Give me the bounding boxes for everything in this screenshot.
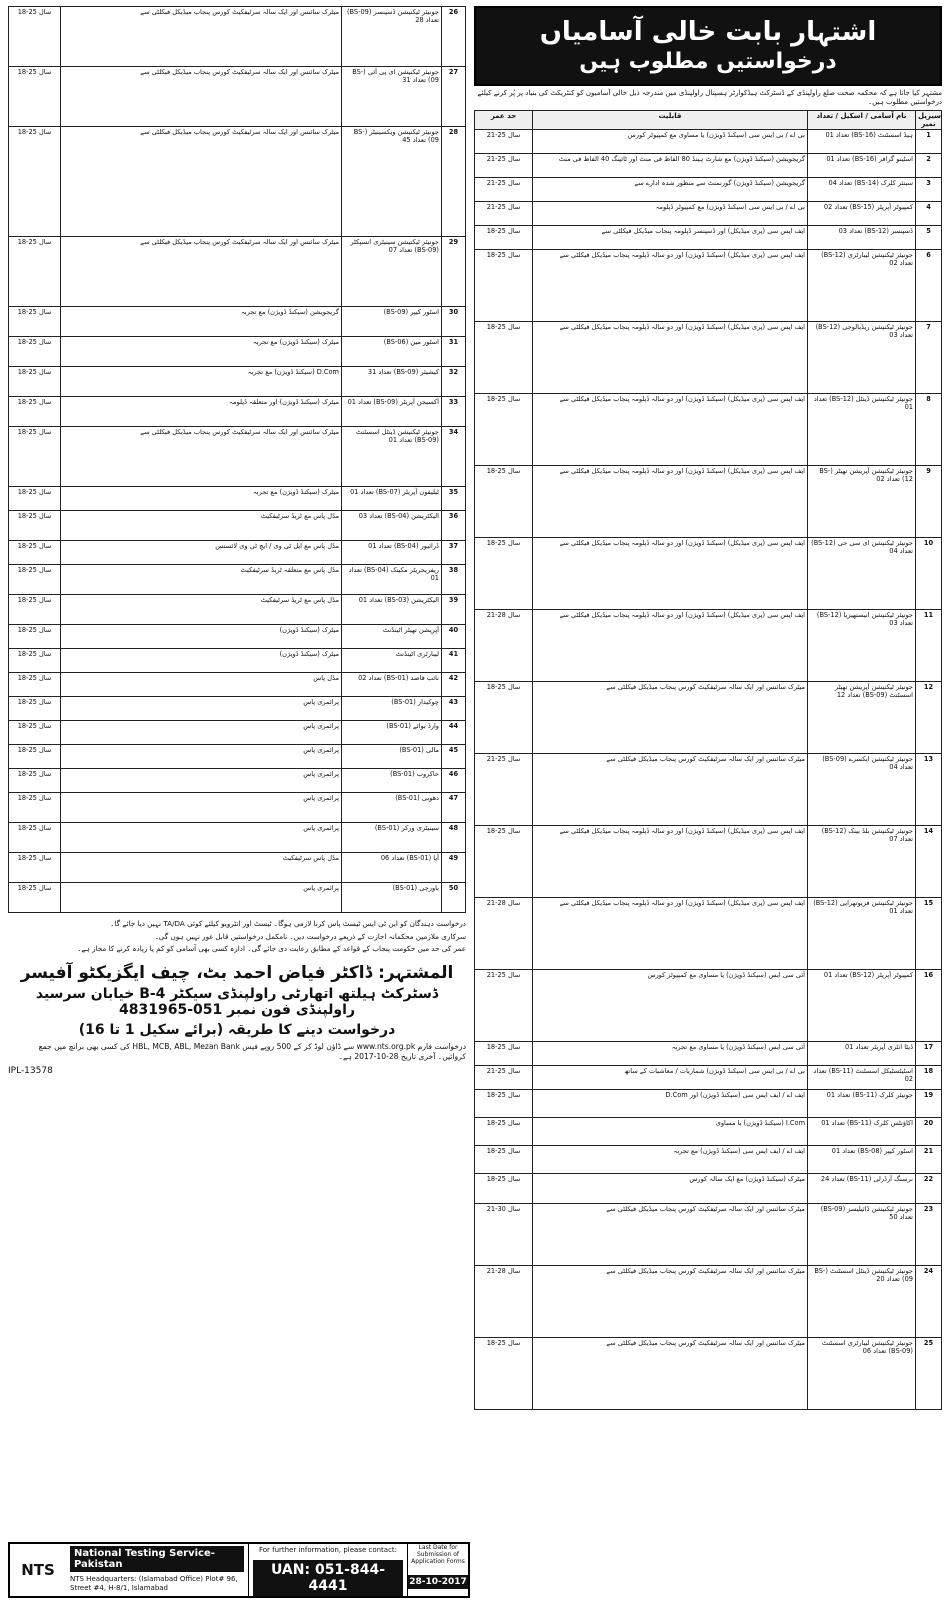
table-row — [9, 7, 466, 67]
cell-post: جونیئر ٹیکنیشن ریڈیالوجی (BS-12) تعداد 03 — [808, 322, 916, 394]
cell-qual: مڈل پاس مع ٹریڈ سرٹیفکیٹ — [61, 511, 342, 541]
cell-qual: میٹرک (سیکنڈ ڈویژن) اور متعلقہ ڈپلومہ — [61, 397, 342, 427]
table-row — [9, 67, 466, 127]
cell-post: اکاؤنٹس کلرک (BS-11) تعداد 01 — [808, 1118, 916, 1146]
cell-age: 21-25 سال — [475, 178, 533, 202]
table-row — [9, 625, 466, 649]
cell-qual: میٹرک سائنس اور ایک سالہ سرٹیفکیٹ کورس پنجاب میڈیکل فیکلٹی سے — [533, 1338, 808, 1410]
contact-info — [248, 1544, 407, 1596]
cell-qual: بی اے / بی ایس سی (سیکنڈ ڈویژن) شماریات / معاشیات کے ساتھ — [533, 1066, 808, 1090]
cell-no: 31 — [442, 337, 466, 367]
cell-post: مالی (BS-01) — [342, 745, 442, 769]
table-row — [9, 793, 466, 823]
advertiser-block — [8, 962, 466, 1038]
cell-post: جونیئر ٹیکنیشن انیستھیزیا (BS-12) تعداد 03 — [808, 610, 916, 682]
cell-qual: ایف ایس سی (پری میڈیکل) (سیکنڈ ڈویژن) اور دو سالہ ڈپلومہ پنجاب میڈیکل فیکلٹی سے — [533, 898, 808, 970]
cell-post: جونیئر ٹیکنیشن ای پی آئی (BS-09) تعداد 31 — [342, 67, 442, 127]
table-row — [9, 883, 466, 913]
table-row — [9, 745, 466, 769]
cell-post: سینئر کلرک (BS-14) تعداد 04 — [808, 178, 916, 202]
table-row — [475, 1266, 942, 1338]
cell-qual: پرائمری پاس — [61, 721, 342, 745]
cell-qual: میٹرک سائنس اور ایک سالہ سرٹیفکیٹ کورس پنجاب میڈیکل فیکلٹی سے — [61, 127, 342, 237]
cell-qual: میٹرک (سیکنڈ ڈویژن) مع ایک سالہ کورس — [533, 1174, 808, 1204]
cell-age: 18-25 سال — [9, 673, 61, 697]
table-row — [475, 250, 942, 322]
cell-qual: مڈل پاس — [61, 673, 342, 697]
cell-post: الیکٹریشن (BS-03) تعداد 01 — [342, 595, 442, 625]
table-row — [9, 487, 466, 511]
header-sr: سیریل نمبر — [916, 111, 942, 130]
cell-qual: میٹرک سائنس اور ایک سالہ سرٹیفکیٹ کورس پنجاب میڈیکل فیکلٹی سے — [61, 237, 342, 307]
table-row — [475, 1204, 942, 1266]
cell-no: 26 — [442, 7, 466, 67]
cell-post: کمپیوٹر آپریٹر (BS-15) تعداد 02 — [808, 202, 916, 226]
cell-qual: مڈل پاس مع ایل ٹی وی / ایچ ٹی وی لائسنس — [61, 541, 342, 565]
cell-qual: ایف ایس سی (پری میڈیکل) (سیکنڈ ڈویژن) اور دو سالہ ڈپلومہ پنجاب میڈیکل فیکلٹی سے — [533, 538, 808, 610]
table-row — [9, 649, 466, 673]
cell-post: اسٹیٹسٹیکل اسسٹنٹ (BS-11) تعداد 02 — [808, 1066, 916, 1090]
cell-age: 18-25 سال — [9, 625, 61, 649]
cell-post: آکسیجن آپریٹر (BS-09) تعداد 01 — [342, 397, 442, 427]
cell-no: 6 — [916, 250, 942, 322]
how-to-apply-heading: درخواست دینے کا طریقہ (برائے سکیل 1 تا 16) — [78, 1021, 396, 1038]
cell-post: جونیئر ٹیکنیشن ایکسرے (BS-09) تعداد 04 — [808, 754, 916, 826]
right-column — [474, 6, 942, 1410]
cell-post: ڈیٹا انٹری آپریٹر تعداد 01 — [808, 1042, 916, 1066]
cell-age: 18-25 سال — [475, 226, 533, 250]
cell-age: 18-25 سال — [9, 595, 61, 625]
cell-post: ہیڈ اسسٹنٹ (BS-16) تعداد 01 — [808, 130, 916, 154]
table-row — [475, 394, 942, 466]
cell-age: 21-25 سال — [475, 202, 533, 226]
table-row — [475, 1090, 942, 1118]
table-row — [9, 769, 466, 793]
cell-no: 27 — [442, 67, 466, 127]
cell-qual: میٹرک سائنس اور ایک سالہ سرٹیفکیٹ کورس پنجاب میڈیکل فیکلٹی سے — [61, 7, 342, 67]
advertiser-name: المشتہر: ڈاکٹر فیاض احمد بٹ، چیف ایگزیکٹو آفیسر — [20, 962, 454, 983]
note-item: سرکاری ملازمین محکمانہ اجازت کے ذریعے درخواست دیں۔ نامکمل درخواستیں قابل غور نہیں ہوں گی۔ — [154, 931, 466, 941]
left-column — [8, 6, 466, 1076]
cell-no: 16 — [916, 970, 942, 1042]
cell-no: 38 — [442, 565, 466, 595]
cell-qual: ایف ایس سی (پری میڈیکل) (سیکنڈ ڈویژن) اور دو سالہ ڈپلومہ پنجاب میڈیکل فیکلٹی سے — [533, 826, 808, 898]
cell-no: 44 — [442, 721, 466, 745]
cell-age: 18-25 سال — [9, 67, 61, 127]
table-row — [9, 367, 466, 397]
cell-age: 18-25 سال — [475, 322, 533, 394]
cell-post: جونیئر ٹیکنیشن ویکسینیٹر (BS-09) تعداد 45 — [342, 127, 442, 237]
cell-qual: ایف اے / ایف ایس سی (سیکنڈ ڈویژن) مع تجربہ — [533, 1146, 808, 1174]
cell-age: 18-25 سال — [9, 511, 61, 541]
cell-qual: ایف ایس سی (پری میڈیکل) (سیکنڈ ڈویژن) اور دو سالہ ڈپلومہ پنجاب میڈیکل فیکلٹی سے — [533, 466, 808, 538]
cell-age: 18-25 سال — [9, 697, 61, 721]
table-row — [475, 826, 942, 898]
banner-subtitle: درخواستیں مطلوب ہیں — [579, 49, 837, 74]
cell-no: 29 — [442, 237, 466, 307]
cell-post: اسٹینو گرافر (BS-16) تعداد 01 — [808, 154, 916, 178]
uan-number: UAN: 051-844-4441 — [253, 1560, 403, 1596]
cell-no: 41 — [442, 649, 466, 673]
cell-age: 18-25 سال — [475, 1118, 533, 1146]
cell-no: 21 — [916, 1146, 942, 1174]
cell-qual: پرائمری پاس — [61, 793, 342, 823]
cell-qual: ایف ایس سی (پری میڈیکل) (سیکنڈ ڈویژن) اور دو سالہ ڈپلومہ پنجاب میڈیکل فیکلٹی سے — [533, 250, 808, 322]
cell-qual: مڈل پاس مع ٹریڈ سرٹیفکیٹ — [61, 595, 342, 625]
cell-qual: میٹرک سائنس اور ایک سالہ سرٹیفکیٹ کورس پنجاب میڈیکل فیکلٹی سے — [533, 1204, 808, 1266]
table-row — [9, 697, 466, 721]
cell-post: چوکیدار (BS-01) — [342, 697, 442, 721]
cell-post: وارڈ بوائے (BS-01) — [342, 721, 442, 745]
cell-age: 18-25 سال — [475, 1338, 533, 1410]
cell-qual: پرائمری پاس — [61, 745, 342, 769]
cell-no: 43 — [442, 697, 466, 721]
table-row — [475, 322, 942, 394]
cell-qual: میٹرک (سیکنڈ ڈویژن) — [61, 625, 342, 649]
cell-no: 9 — [916, 466, 942, 538]
cell-no: 14 — [916, 826, 942, 898]
cell-post: جونیئر ٹیکنیشن سینیٹری انسپکٹر (BS-09) تعداد 07 — [342, 237, 442, 307]
header-qualification: قابلیت — [533, 111, 808, 130]
reference-code: IPL-13578 — [8, 1065, 53, 1076]
cell-age: 18-25 سال — [475, 1042, 533, 1066]
cell-no: 23 — [916, 1204, 942, 1266]
cell-age: 18-25 سال — [475, 682, 533, 754]
cell-qual: میٹرک (سیکنڈ ڈویژن) مع تجربہ — [61, 337, 342, 367]
note-item: درخواست دہندگان کو این ٹی ایس ٹیسٹ پاس کرنا لازمی ہوگا۔ ٹیسٹ اور انٹرویو کیلئے کوئی TA/DA نہیں دیا جائے گا۔ — [110, 919, 466, 928]
contact-label: For further information, please contact: — [258, 1546, 398, 1554]
cell-post: جونیئر ٹیکنیشن ڈائیلیسز (BS-09) تعداد 50 — [808, 1204, 916, 1266]
cell-qual: ایف ایس سی (پری میڈیکل) (سیکنڈ ڈویژن) اور دو سالہ ڈپلومہ پنجاب میڈیکل فیکلٹی سے — [533, 322, 808, 394]
cell-post: جونیئر ٹیکنیشن فزیوتھراپی (BS-12) تعداد 01 — [808, 898, 916, 970]
table-row — [9, 127, 466, 237]
intro-text: مشتہر کیا جاتا ہے کہ محکمہ صحت ضلع راولپنڈی کے ڈسٹرکٹ ہیڈکوارٹر ہسپتال راولپنڈی میں مندرجہ ذیل خالی آسامیوں کو کنٹریکٹ کی بنیاد پر پُر کرنے کیلئے درخواستیں مطلوب ہیں۔ — [477, 89, 942, 106]
cell-no: 30 — [442, 307, 466, 337]
cell-age: 21-25 سال — [475, 130, 533, 154]
cell-qual: پرائمری پاس — [61, 823, 342, 853]
title-banner — [474, 6, 942, 86]
cell-no: 5 — [916, 226, 942, 250]
cell-age: 18-25 سال — [475, 538, 533, 610]
cell-post: جونیئر ٹیکنیشن بلڈ بینک (BS-12) تعداد 07 — [808, 826, 916, 898]
cell-no: 7 — [916, 322, 942, 394]
cell-qual: بی اے / بی ایس سی (سیکنڈ ڈویژن) مع کمپیوٹر ڈپلومہ — [533, 202, 808, 226]
table-row — [9, 853, 466, 883]
table-row — [475, 154, 942, 178]
table-row — [9, 721, 466, 745]
cell-age: 18-25 سال — [475, 466, 533, 538]
table-row — [475, 466, 942, 538]
table-row — [9, 307, 466, 337]
table-row — [475, 1042, 942, 1066]
cell-age: 18-25 سال — [9, 337, 61, 367]
table-row — [9, 511, 466, 541]
cell-post: جونیئر ٹیکنیشن لیبارٹری (BS-12) تعداد 02 — [808, 250, 916, 322]
table-body-left — [9, 7, 466, 913]
cell-no: 17 — [916, 1042, 942, 1066]
table-row — [475, 754, 942, 826]
table-row — [475, 1118, 942, 1146]
cell-age: 18-25 سال — [9, 721, 61, 745]
header-post: نام آسامی / اسکیل / تعداد — [808, 111, 916, 130]
cell-age: 18-25 سال — [9, 649, 61, 673]
table-row — [9, 673, 466, 697]
cell-post: اسٹور کیپر (BS-09) — [342, 307, 442, 337]
cell-post: الیکٹریشن (BS-04) تعداد 03 — [342, 511, 442, 541]
cell-post: آیا (BS-01) تعداد 06 — [342, 853, 442, 883]
cell-post: ڈرائیور (BS-04) تعداد 01 — [342, 541, 442, 565]
cell-no: 47 — [442, 793, 466, 823]
cell-post: جونیئر ٹیکنیشن ڈینٹل اسسٹنٹ (BS-09) تعداد 20 — [808, 1266, 916, 1338]
cell-no: 25 — [916, 1338, 942, 1410]
cell-qual: مڈل پاس سرٹیفکیٹ — [61, 853, 342, 883]
cell-no: 42 — [442, 673, 466, 697]
cell-no: 48 — [442, 823, 466, 853]
cell-no: 22 — [916, 1174, 942, 1204]
last-date-value: 28-10-2017 — [409, 1577, 467, 1587]
terms-notes — [8, 919, 466, 954]
cell-post: اسٹور مین (BS-06) — [342, 337, 442, 367]
cell-no: 12 — [916, 682, 942, 754]
table-row — [475, 1066, 942, 1090]
note-item: عمر کی حد میں حکومت پنجاب کے قواعد کے مطابق رعایت دی جائے گی۔ ادارہ کسی بھی آسامی کو کم یا زیادہ کرنے کا مجاز ہے۔ — [77, 944, 466, 954]
cell-no: 10 — [916, 538, 942, 610]
cell-no: 46 — [442, 769, 466, 793]
cell-no: 37 — [442, 541, 466, 565]
nts-org-name: National Testing Service-Pakistan — [70, 1546, 244, 1572]
nts-footer — [8, 1542, 470, 1598]
cell-age: 18-25 سال — [9, 565, 61, 595]
cell-qual: میٹرک سائنس اور ایک سالہ سرٹیفکیٹ کورس پنجاب میڈیکل فیکلٹی سے — [61, 427, 342, 487]
cell-post: جونیئر ٹیکنیشن لیبارٹری اسسٹنٹ (BS-09) تعداد 06 — [808, 1338, 916, 1410]
cell-post: ڈسپنسر (BS-12) تعداد 03 — [808, 226, 916, 250]
table-row — [475, 1338, 942, 1410]
cell-age: 21-28 سال — [475, 610, 533, 682]
cell-age: 18-25 سال — [9, 367, 61, 397]
cell-qual: بی اے / بی ایس سی (سیکنڈ ڈویژن) یا مساوی مع کمپیوٹر کورس — [533, 130, 808, 154]
cell-qual: ایف اے / ایف ایس سی (سیکنڈ ڈویژن) اور D.Com — [533, 1090, 808, 1118]
cell-age: 18-25 سال — [9, 7, 61, 67]
cell-post: جونیئر ٹیکنیشن ڈینٹل اسسٹنٹ (BS-09) تعداد 01 — [342, 427, 442, 487]
cell-no: 8 — [916, 394, 942, 466]
cell-no: 33 — [442, 397, 466, 427]
cell-post: جونیئر ٹیکنیشن ڈسپنسر (BS-09) تعداد 28 — [342, 7, 442, 67]
cell-post: جونیئر ٹیکنیشن ای سی جی (BS-12) تعداد 04 — [808, 538, 916, 610]
cell-qual: گریجویشن (سیکنڈ ڈویژن) مع تجربہ — [61, 307, 342, 337]
cell-age: 18-25 سال — [475, 826, 533, 898]
cell-post: ٹیلیفون آپریٹر (BS-07) تعداد 01 — [342, 487, 442, 511]
table-row — [9, 397, 466, 427]
cell-age: 18-25 سال — [9, 745, 61, 769]
cell-no: 35 — [442, 487, 466, 511]
table-row — [475, 1174, 942, 1204]
cell-no: 36 — [442, 511, 466, 541]
cell-qual: گریجویشن (سیکنڈ ڈویژن) گورنمنٹ سے منظور شدہ ادارے سے — [533, 178, 808, 202]
table-body-right — [475, 130, 942, 1410]
cell-qual: D.Com (سیکنڈ ڈویژن) مع تجربہ — [61, 367, 342, 397]
apply-instructions: درخواست فارم www.nts.org.pk سے ڈاؤن لوڈ کر کے 500 روپے فیس HBL, MCB, ABL, Mezan Bank کی کسی بھی برانچ میں جمع کروائیں۔ آخری تاریخ 28-10-2017 ہے۔ — [38, 1041, 466, 1061]
cell-age: 21-30 سال — [475, 1204, 533, 1266]
cell-age: 18-25 سال — [9, 541, 61, 565]
nts-logo-icon: NTS — [21, 1561, 55, 1579]
cell-age: 21-25 سال — [475, 1066, 533, 1090]
cell-qual: ایف ایس سی (پری میڈیکل) (سیکنڈ ڈویژن) اور دو سالہ ڈپلومہ پنجاب میڈیکل فیکلٹی سے — [533, 610, 808, 682]
cell-post: باورچی (BS-01) — [342, 883, 442, 913]
cell-post: نائب قاصد (BS-01) تعداد 02 — [342, 673, 442, 697]
cell-post: دھوبی (BS-01) — [342, 793, 442, 823]
cell-qual: ایف ایس سی (پری میڈیکل) (سیکنڈ ڈویژن) اور دو سالہ ڈپلومہ پنجاب میڈیکل فیکلٹی سے — [533, 394, 808, 466]
cell-age: 18-25 سال — [9, 427, 61, 487]
cell-no: 18 — [916, 1066, 942, 1090]
table-header-row — [475, 111, 942, 130]
table-row — [475, 202, 942, 226]
cell-post: سینیٹری ورکر (BS-01) — [342, 823, 442, 853]
cell-age: 18-25 سال — [9, 769, 61, 793]
cell-age: 21-28 سال — [475, 898, 533, 970]
cell-age: 21-28 سال — [475, 1266, 533, 1338]
cell-age: 21-25 سال — [475, 970, 533, 1042]
cell-no: 40 — [442, 625, 466, 649]
cell-no: 28 — [442, 127, 466, 237]
table-row — [9, 595, 466, 625]
cell-no: 3 — [916, 178, 942, 202]
table-row — [475, 538, 942, 610]
cell-no: 50 — [442, 883, 466, 913]
table-row — [9, 541, 466, 565]
cell-age: 18-25 سال — [475, 1090, 533, 1118]
cell-age: 18-25 سال — [9, 237, 61, 307]
cell-qual: مڈل پاس مع متعلقہ ٹریڈ سرٹیفکیٹ — [61, 565, 342, 595]
cell-post: نرسنگ آرڈرلی (BS-11) تعداد 24 — [808, 1174, 916, 1204]
cell-post: جونیئر ٹیکنیشن آپریشن تھیٹر اسسٹنٹ (BS-09) تعداد 12 — [808, 682, 916, 754]
table-row — [475, 130, 942, 154]
cell-qual: میٹرک سائنس اور ایک سالہ سرٹیفکیٹ کورس پنجاب میڈیکل فیکلٹی سے — [533, 754, 808, 826]
cell-qual: پرائمری پاس — [61, 697, 342, 721]
cell-age: 18-25 سال — [9, 307, 61, 337]
table-row — [475, 178, 942, 202]
cell-post: خاکروب (BS-01) — [342, 769, 442, 793]
table-row — [9, 427, 466, 487]
table-row — [475, 1146, 942, 1174]
cell-qual: میٹرک سائنس اور ایک سالہ سرٹیفکیٹ کورس پنجاب میڈیکل فیکلٹی سے — [533, 682, 808, 754]
last-date-label: Last Date for Submission of Application Forms — [411, 1544, 465, 1565]
nts-address: NTS Headquarters: (Islamabad Office) Plot# 96, Street #4, H-8/1, Islamabad — [70, 1575, 238, 1592]
cell-age: 18-25 سال — [475, 1146, 533, 1174]
nts-info — [66, 1544, 248, 1596]
vacancy-table-right — [474, 110, 942, 1410]
table-row — [9, 237, 466, 307]
last-date-box — [407, 1544, 468, 1596]
cell-post: آپریشن تھیٹر اٹینڈنٹ — [342, 625, 442, 649]
cell-post: جونیئر ٹیکنیشن ڈینٹل (BS-12) تعداد 01 — [808, 394, 916, 466]
cell-no: 1 — [916, 130, 942, 154]
table-row — [475, 610, 942, 682]
cell-qual: پرائمری پاس — [61, 769, 342, 793]
cell-no: 32 — [442, 367, 466, 397]
cell-qual: میٹرک (سیکنڈ ڈویژن) — [61, 649, 342, 673]
cell-no: 39 — [442, 595, 466, 625]
header-age: حد عمر — [475, 111, 533, 130]
cell-age: 18-25 سال — [9, 823, 61, 853]
cell-age: 21-25 سال — [475, 754, 533, 826]
cell-no: 45 — [442, 745, 466, 769]
cell-no: 13 — [916, 754, 942, 826]
table-row — [9, 337, 466, 367]
cell-no: 49 — [442, 853, 466, 883]
advertiser-address: ڈسٹرکٹ ہیلتھ اتھارٹی راولپنڈی سیکٹر B-4 خیابان سرسید راولپنڈی فون نمبر 051-4831965 — [35, 985, 439, 1018]
cell-age: 18-25 سال — [475, 394, 533, 466]
cell-post: کمپیوٹر آپریٹر (BS-12) تعداد 01 — [808, 970, 916, 1042]
cell-age: 18-25 سال — [9, 487, 61, 511]
cell-qual: آئی سی ایس (سیکنڈ ڈویژن) یا مساوی مع تجربہ — [533, 1042, 808, 1066]
cell-no: 4 — [916, 202, 942, 226]
cell-post: جونیئر ٹیکنیشن آپریشن تھیٹر (BS-12) تعداد 02 — [808, 466, 916, 538]
cell-qual: I.Com (سیکنڈ ڈویژن) یا مساوی — [533, 1118, 808, 1146]
cell-no: 20 — [916, 1118, 942, 1146]
cell-age: 18-25 سال — [475, 250, 533, 322]
cell-age: 18-25 سال — [9, 853, 61, 883]
cell-age: 18-25 سال — [9, 793, 61, 823]
cell-qual: گریجویشن (سیکنڈ ڈویژن) مع شارٹ ہینڈ 80 الفاظ فی منٹ اور ٹائپنگ 40 الفاظ فی منٹ — [533, 154, 808, 178]
cell-age: 18-25 سال — [9, 883, 61, 913]
table-row — [9, 823, 466, 853]
cell-no: 15 — [916, 898, 942, 970]
cell-post: لیبارٹری اٹینڈنٹ — [342, 649, 442, 673]
table-row — [475, 898, 942, 970]
cell-qual: ایف ایس سی (پری میڈیکل) اور ڈسپنسر ڈپلومہ پنجاب میڈیکل فیکلٹی سے — [533, 226, 808, 250]
table-row — [475, 682, 942, 754]
cell-post: جونیئر کلرک (BS-11) تعداد 01 — [808, 1090, 916, 1118]
cell-post: کیشیئر (BS-09) تعداد 31 — [342, 367, 442, 397]
table-row — [475, 970, 942, 1042]
table-row — [475, 226, 942, 250]
cell-no: 11 — [916, 610, 942, 682]
cell-qual: آئی سی ایس (سیکنڈ ڈویژن) یا مساوی مع کمپیوٹر کورس — [533, 970, 808, 1042]
cell-qual: میٹرک سائنس اور ایک سالہ سرٹیفکیٹ کورس پنجاب میڈیکل فیکلٹی سے — [533, 1266, 808, 1338]
banner-title: اشتہار بابت خالی آسامیاں — [539, 17, 877, 47]
cell-age: 21-25 سال — [475, 154, 533, 178]
cell-qual: میٹرک (سیکنڈ ڈویژن) مع تجربہ — [61, 487, 342, 511]
cell-no: 34 — [442, 427, 466, 487]
table-row — [9, 565, 466, 595]
cell-no: 24 — [916, 1266, 942, 1338]
cell-age: 18-25 سال — [475, 1174, 533, 1204]
cell-age: 18-25 سال — [9, 397, 61, 427]
cell-no: 2 — [916, 154, 942, 178]
cell-qual: میٹرک سائنس اور ایک سالہ سرٹیفکیٹ کورس پنجاب میڈیکل فیکلٹی سے — [61, 67, 342, 127]
cell-qual: پرائمری پاس — [61, 883, 342, 913]
cell-post: ریفریجریٹر مکینک (BS-04) تعداد 01 — [342, 565, 442, 595]
cell-post: اسٹور کیپر (BS-08) تعداد 01 — [808, 1146, 916, 1174]
vacancy-table-left — [8, 6, 466, 913]
cell-age: 18-25 سال — [9, 127, 61, 237]
cell-no: 19 — [916, 1090, 942, 1118]
